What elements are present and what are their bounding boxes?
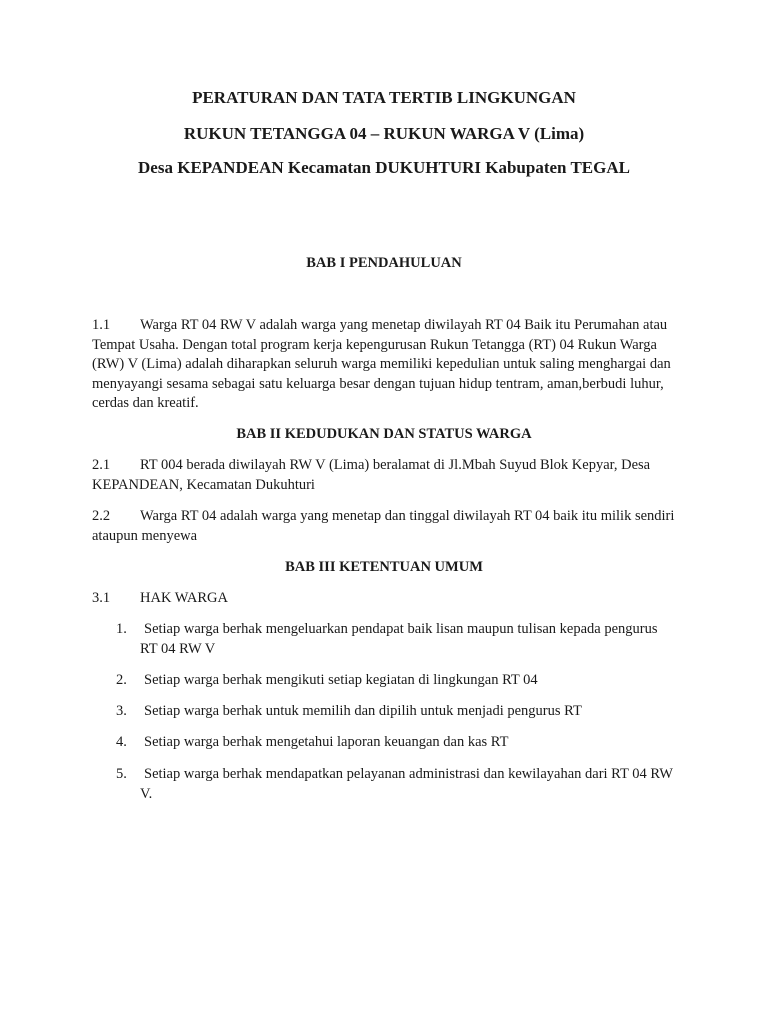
list-item-number: 3. bbox=[116, 703, 127, 719]
bab-3-heading: BAB III KETENTUAN UMUM bbox=[285, 559, 483, 575]
document-title-line-1: PERATURAN DAN TATA TERTIB LINGKUNGAN bbox=[192, 88, 576, 107]
list-item-number: 4. bbox=[116, 734, 127, 750]
paragraph-number: 2.1 bbox=[92, 457, 111, 473]
bab-1-heading: BAB I PENDAHULUAN bbox=[306, 255, 462, 271]
paragraph-1-1 bbox=[92, 316, 682, 414]
list-item-text: Setiap warga berhak mengikuti setiap kegiatan di lingkungan RT 04 bbox=[144, 672, 538, 688]
list-item-number: 1. bbox=[116, 621, 127, 637]
list-item bbox=[116, 765, 676, 804]
list-item bbox=[116, 733, 676, 753]
paragraph-2-1 bbox=[92, 456, 682, 495]
bab-2-heading: BAB II KEDUDUKAN DAN STATUS WARGA bbox=[236, 426, 532, 442]
list-item-text: Setiap warga berhak mengetahui laporan keuangan dan kas RT bbox=[144, 734, 509, 750]
document-title-line-2: RUKUN TETANGGA 04 – RUKUN WARGA V (Lima) bbox=[183, 124, 585, 143]
paragraph-number: 1.1 bbox=[92, 317, 111, 333]
paragraph-number: 2.2 bbox=[92, 508, 111, 524]
section-number: 3.1 bbox=[92, 590, 111, 606]
list-item bbox=[116, 702, 676, 722]
list-item bbox=[116, 671, 676, 691]
list-item-text: Setiap warga berhak untuk memilih dan dipilih untuk menjadi pengurus RT bbox=[144, 703, 582, 719]
list-item-number: 5. bbox=[116, 766, 127, 782]
section-3-1 bbox=[92, 589, 682, 609]
paragraph-text: RT 004 berada diwilayah RW V (Lima) beralamat di Jl.Mbah Suyud Blok Kepyar, Desa KEPANDEAN, Kecamatan Dukuhturi bbox=[92, 457, 651, 493]
list-item-text: Setiap warga berhak mendapatkan pelayanan administrasi dan kewilayahan dari RT 04 RW V. bbox=[140, 766, 673, 802]
paragraph-text: Warga RT 04 RW V adalah warga yang menetap diwilayah RT 04 Baik itu Perumahan atau Tempat Usaha. Dengan total program kerja kepengurusan Rukun Tetangga (RT) 04 Rukun Warga (RW) V (Lima) adalah diharapkan seluruh warga memiliki kepedulian untuk saling menghargai dan menyayangi sesama sebagai satu keluarga besar dengan tujuan hidup tentram, aman,berbudi luhur, cerdas dan kreatif. bbox=[92, 317, 671, 411]
list-item bbox=[116, 620, 676, 659]
list-item-text: Setiap warga berhak mengeluarkan pendapat baik lisan maupun tulisan kepada pengurus RT 04 RW V bbox=[140, 621, 658, 657]
list-item-number: 2. bbox=[116, 672, 127, 688]
paragraph-2-2 bbox=[92, 507, 682, 546]
document-title-line-3: Desa KEPANDEAN Kecamatan DUKUHTURI Kabupaten TEGAL bbox=[138, 158, 630, 177]
section-title: HAK WARGA bbox=[140, 590, 228, 606]
paragraph-text: Warga RT 04 adalah warga yang menetap dan tinggal diwilayah RT 04 baik itu milik sendiri ataupun menyewa bbox=[92, 508, 675, 544]
